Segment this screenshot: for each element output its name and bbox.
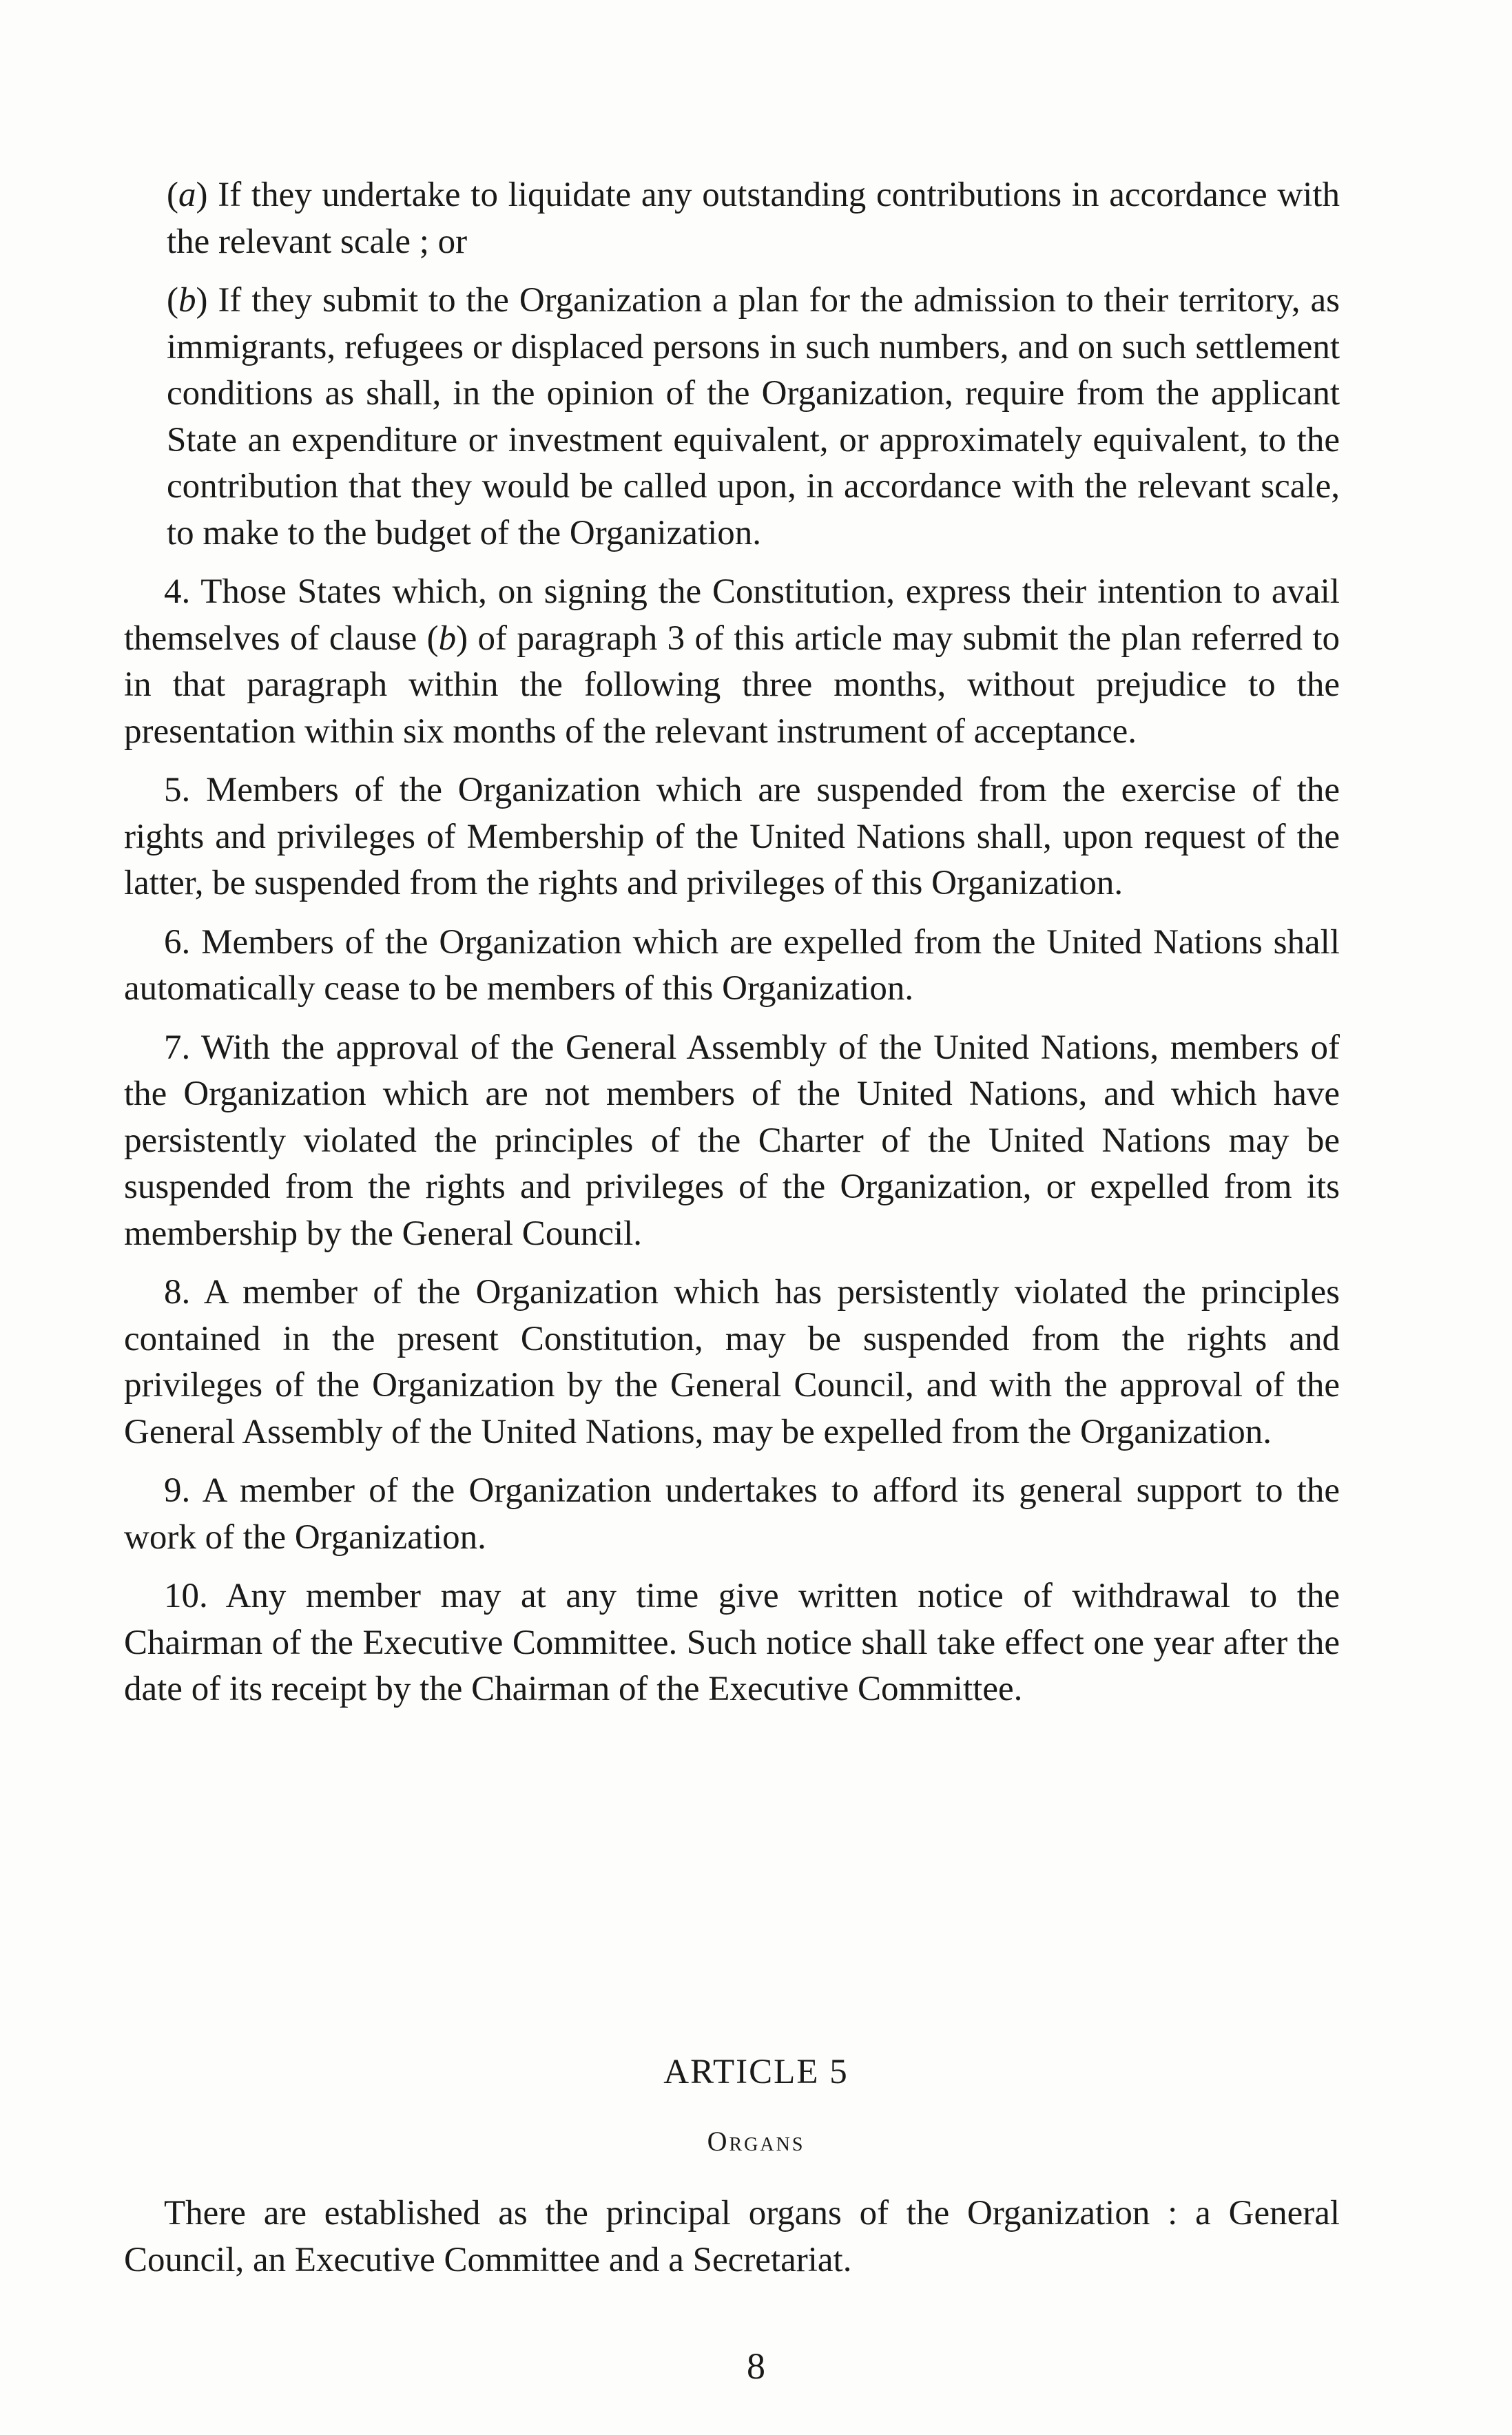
paragraph-4-clause-ref: b [438, 619, 457, 658]
page-number: 8 [747, 2345, 765, 2387]
clause-a-marker: (a) [167, 176, 208, 214]
paragraph-7-number: 7. [164, 1028, 191, 1067]
paragraph-5-number: 5. [164, 771, 191, 809]
paragraph-4-text-before: Those States which, on signing the Constitution, express their intention to avail themselves of clause ( [124, 572, 1340, 658]
paragraph-9-text: A member of the Organization undertakes to afford its general support to the work of the Organization. [124, 1471, 1340, 1557]
paragraph-6 [124, 920, 1340, 1013]
clause-a-text: If they undertake to liquidate any outstanding contributions in accordance with the relevant scale ; or [167, 176, 1340, 261]
clause-a [167, 172, 1340, 265]
paragraph-5-text: Members of the Organization which are suspended from the exercise of the rights and privileges of Membership of the United Nations shall, upon request of the latter, be suspended from the rights and privileges of this Organization. [124, 771, 1340, 902]
paragraph-10-number: 10. [164, 1577, 208, 1615]
article-body [124, 2190, 1340, 2283]
article-heading: ARTICLE 5 [663, 2053, 849, 2091]
clause-b-text: If they submit to the Organization a plan for the admission to their territory, as immigrants, refugees or displaced persons in such numbers, and on such settlement conditions as shall, in the opinion of the Organization, require from the applicant State an expenditure or investment equivalent, or approximately equivalent, to the contribution that they would be called upon, in accordance with the relevant scale, to make to the budget of the Organization. [167, 281, 1340, 552]
paragraph-7 [124, 1025, 1340, 1258]
paragraph-10-text: Any member may at any time give written notice of withdrawal to the Chairman of the Executive Committee. Such notice shall take effect one year after the date of its receipt by the Chairman of the Executive Committee. [124, 1577, 1340, 1708]
paragraph-9-number: 9. [164, 1471, 191, 1510]
article-subheading: Organs [707, 2126, 805, 2157]
clause-b-marker: (b) [167, 281, 208, 320]
paragraph-7-text: With the approval of the General Assembly of the United Nations, members of the Organization which are not members of the United Nations, and which have persistently violated the principles of the Charter of the United Nations may be suspended from the rights and privileges of the Organization, or expelled from its membership by the General Council. [124, 1028, 1340, 1253]
clause-b [124, 278, 1340, 557]
paragraph-4-number: 4. [164, 572, 191, 611]
paragraph-6-number: 6. [164, 922, 191, 962]
paragraph-8 [124, 1270, 1340, 1455]
paragraph-8-text: A member of the Organization which has persistently violated the principles contained in the present Constitution, may be suspended from the rights and privileges of the Organization by the General Council, and with the approval of the General Assembly of the United Nations, may be expelled from the Organization. [124, 1273, 1340, 1451]
article-text: There are established as the principal organs of the Organization : a General Council, an Executive Committee and a Secretariat. [124, 2194, 1340, 2279]
paragraph-9 [124, 1468, 1340, 1561]
paragraph-8-number: 8. [164, 1273, 191, 1312]
paragraph-10 [124, 1573, 1340, 1713]
paragraph-4-text-after: ) of paragraph 3 of this article may submit the plan referred to in that paragraph within the following three months, without prejudice to the presentation within six months of the relevant instrument of acceptance. [124, 619, 1340, 751]
body-text [124, 172, 1340, 1726]
paragraph-5 [124, 767, 1340, 907]
paragraph-4 [124, 569, 1340, 755]
paragraph-6-text: Members of the Organization which are expelled from the United Nations shall automatically cease to be members of this Organization. [124, 922, 1340, 1008]
